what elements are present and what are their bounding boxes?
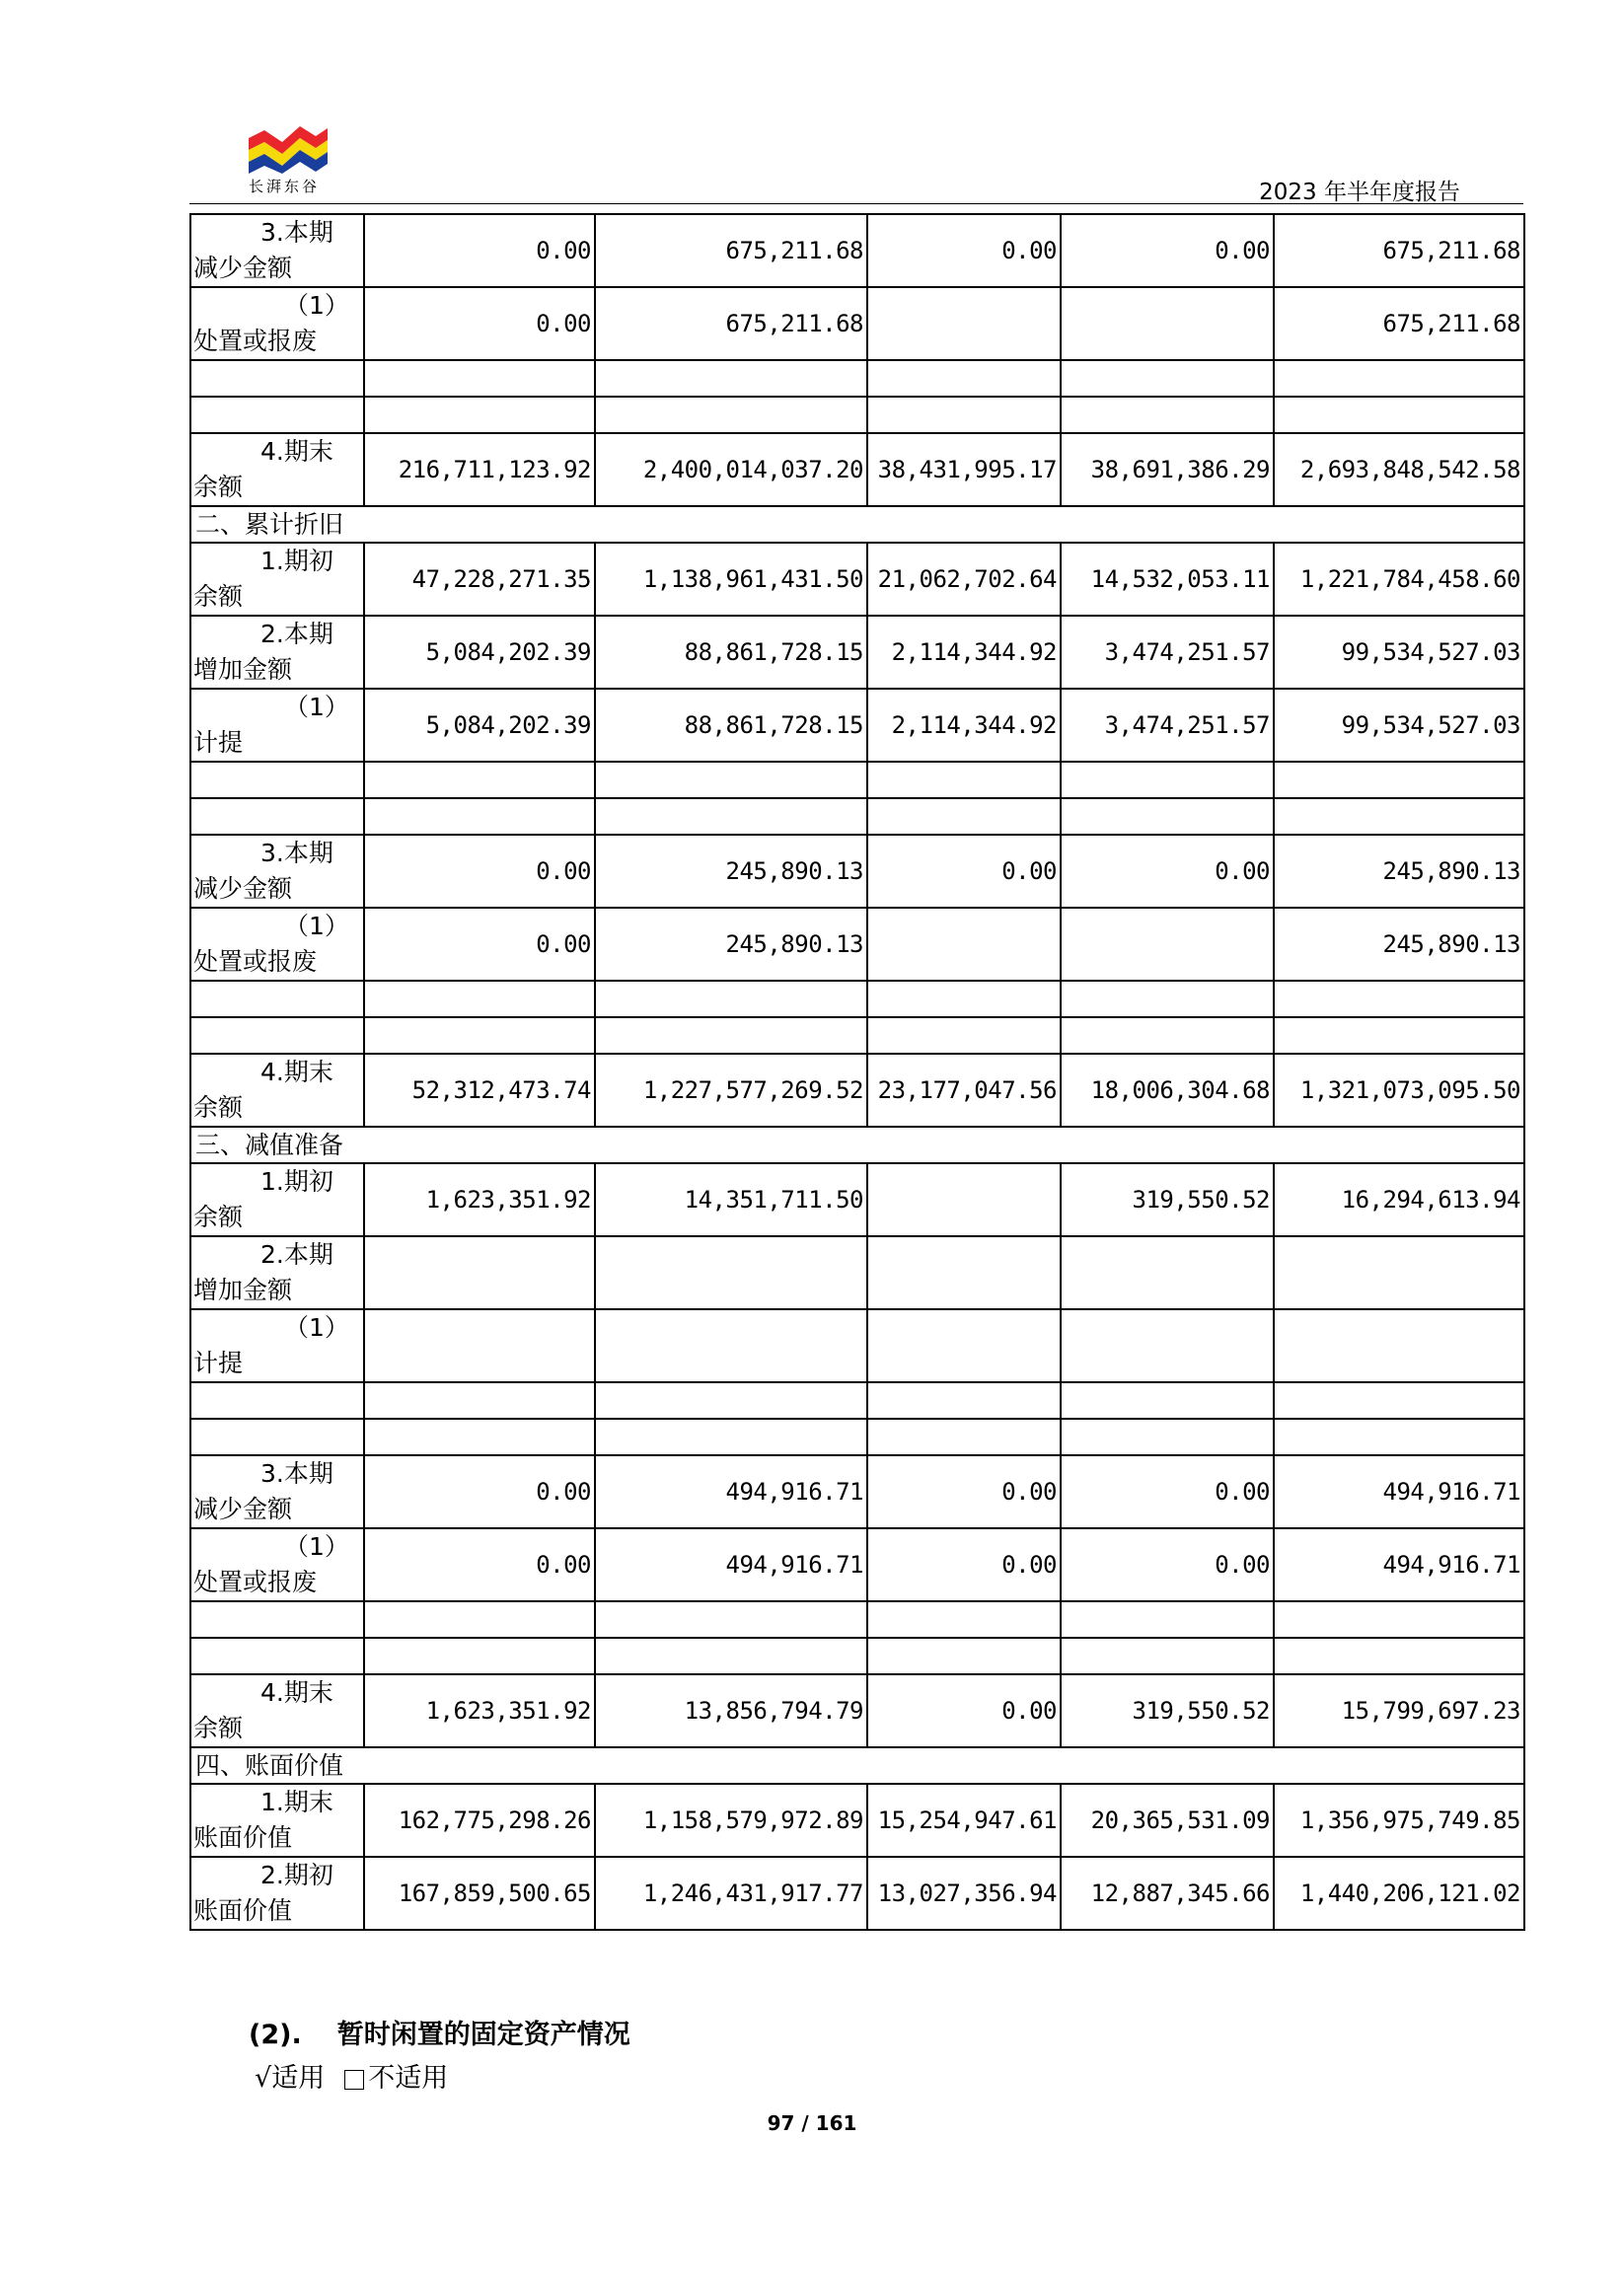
row-label (190, 689, 364, 762)
value-cell: 1,356,975,749.85 (1274, 1784, 1524, 1857)
section-label: 四、账面价值 (190, 1747, 1524, 1784)
empty-cell (364, 1017, 595, 1054)
value-cell: 216,711,123.92 (364, 433, 595, 506)
row-label-line1: （1） (284, 693, 349, 721)
empty-cell (364, 1638, 595, 1674)
table-row (190, 214, 1524, 287)
value-cell (595, 1236, 867, 1309)
row-label-line1: 3.本期 (260, 839, 333, 867)
row-label-line2: 处置或报废 (193, 1568, 318, 1596)
report-title: 2023 年半年度报告 (1259, 180, 1460, 205)
empty-cell (1274, 762, 1524, 798)
empty-cell (1061, 397, 1274, 433)
row-label-line2: 增加金额 (193, 655, 293, 684)
row-label-line1: 1.期初 (260, 547, 333, 575)
table-row (190, 1674, 1524, 1747)
value-cell: 1,623,351.92 (364, 1674, 595, 1747)
table-row (190, 689, 1524, 762)
row-label-line1: 1.期初 (260, 1167, 333, 1196)
empty-cell (364, 798, 595, 835)
row-label-line1: 2.本期 (260, 1240, 333, 1269)
empty-cell (190, 397, 364, 433)
empty-cell (190, 360, 364, 397)
row-label-line2: 处置或报废 (193, 947, 318, 976)
empty-cell (364, 762, 595, 798)
empty-cell (867, 762, 1061, 798)
fixed-assets-table-body (190, 214, 1524, 1930)
empty-cell (595, 1382, 867, 1419)
table-row (190, 908, 1524, 981)
blank-row (190, 360, 1524, 397)
table-row (190, 1236, 1524, 1309)
value-cell: 99,534,527.03 (1274, 689, 1524, 762)
value-cell: 0.00 (1061, 214, 1274, 287)
empty-cell (1061, 1017, 1274, 1054)
value-cell: 167,859,500.65 (364, 1857, 595, 1930)
row-label-line2: 账面价值 (193, 1896, 293, 1925)
value-cell: 245,890.13 (1274, 835, 1524, 908)
value-cell (1061, 1236, 1274, 1309)
value-cell: 52,312,473.74 (364, 1054, 595, 1127)
value-cell: 38,431,995.17 (867, 433, 1061, 506)
value-cell: 0.00 (364, 1455, 595, 1528)
empty-cell (1274, 1601, 1524, 1638)
value-cell: 0.00 (867, 214, 1061, 287)
empty-cell (190, 981, 364, 1017)
empty-cell (364, 1601, 595, 1638)
value-cell: 494,916.71 (1274, 1455, 1524, 1528)
value-cell: 0.00 (867, 1455, 1061, 1528)
value-cell: 1,321,073,095.50 (1274, 1054, 1524, 1127)
empty-cell (190, 762, 364, 798)
empty-cell (867, 397, 1061, 433)
value-cell: 675,211.68 (595, 287, 867, 360)
section-row (190, 1747, 1524, 1784)
row-label-line1: 2.期初 (260, 1861, 333, 1889)
value-cell: 0.00 (364, 908, 595, 981)
row-label-line1: 2.本期 (260, 620, 333, 648)
value-cell: 5,084,202.39 (364, 689, 595, 762)
empty-cell (595, 981, 867, 1017)
table-row (190, 1054, 1524, 1127)
value-cell (867, 1309, 1061, 1382)
value-cell (1061, 908, 1274, 981)
empty-cell (190, 1601, 364, 1638)
row-label (190, 214, 364, 287)
empty-cell (595, 1638, 867, 1674)
value-cell (364, 1236, 595, 1309)
empty-cell (190, 1638, 364, 1674)
blank-row (190, 1017, 1524, 1054)
value-cell: 0.00 (364, 835, 595, 908)
value-cell (1061, 287, 1274, 360)
value-cell: 3,474,251.57 (1061, 616, 1274, 689)
value-cell: 21,062,702.64 (867, 543, 1061, 616)
value-cell: 16,294,613.94 (1274, 1163, 1524, 1236)
empty-cell (1061, 1601, 1274, 1638)
empty-cell (595, 798, 867, 835)
value-cell: 494,916.71 (595, 1455, 867, 1528)
value-cell: 2,114,344.92 (867, 689, 1061, 762)
empty-cell (867, 1017, 1061, 1054)
table-row (190, 1784, 1524, 1857)
value-cell: 0.00 (364, 214, 595, 287)
row-label-line2: 增加金额 (193, 1276, 293, 1304)
value-cell (1061, 1309, 1274, 1382)
company-logo (247, 116, 333, 196)
empty-cell (595, 1419, 867, 1455)
row-label (190, 1784, 364, 1857)
value-cell: 13,856,794.79 (595, 1674, 867, 1747)
value-cell (595, 1309, 867, 1382)
empty-cell (1274, 360, 1524, 397)
value-cell: 675,211.68 (1274, 287, 1524, 360)
value-cell: 13,027,356.94 (867, 1857, 1061, 1930)
row-label-line1: 4.期末 (260, 1058, 333, 1086)
empty-cell (867, 1638, 1061, 1674)
value-cell: 1,221,784,458.60 (1274, 543, 1524, 616)
empty-cell (1274, 1382, 1524, 1419)
row-label-line1: 3.本期 (260, 218, 333, 247)
table-row (190, 1528, 1524, 1601)
table-row (190, 835, 1524, 908)
value-cell: 1,138,961,431.50 (595, 543, 867, 616)
section-index: (2). (249, 2020, 302, 2050)
value-cell: 47,228,271.35 (364, 543, 595, 616)
row-label-line1: （1） (284, 291, 349, 320)
empty-cell (1274, 798, 1524, 835)
value-cell: 0.00 (364, 1528, 595, 1601)
row-label-line2: 余额 (193, 473, 244, 501)
blank-row (190, 1419, 1524, 1455)
value-cell: 0.00 (867, 1528, 1061, 1601)
value-cell: 162,775,298.26 (364, 1784, 595, 1857)
row-label-line1: 1.期末 (260, 1788, 333, 1816)
blank-row (190, 1638, 1524, 1674)
row-label-line2: 减少金额 (193, 1495, 293, 1523)
value-cell: 15,799,697.23 (1274, 1674, 1524, 1747)
blank-row (190, 1601, 1524, 1638)
row-label (190, 433, 364, 506)
value-cell: 0.00 (867, 1674, 1061, 1747)
empty-cell (595, 360, 867, 397)
row-label-line1: 4.期末 (260, 1678, 333, 1707)
value-cell: 1,227,577,269.52 (595, 1054, 867, 1127)
row-label (190, 1163, 364, 1236)
table-row (190, 1455, 1524, 1528)
row-label-line2: 余额 (193, 1714, 244, 1742)
empty-cell (1274, 1017, 1524, 1054)
value-cell: 1,623,351.92 (364, 1163, 595, 1236)
value-cell: 0.00 (1061, 835, 1274, 908)
value-cell: 2,400,014,037.20 (595, 433, 867, 506)
row-label-line2: 处置或报废 (193, 327, 318, 355)
row-label-line2: 余额 (193, 582, 244, 611)
row-label (190, 616, 364, 689)
logo-text: 长湃东谷 (249, 178, 321, 195)
row-label-line2: 减少金额 (193, 874, 293, 903)
section-label: 三、减值准备 (190, 1127, 1524, 1163)
value-cell: 1,246,431,917.77 (595, 1857, 867, 1930)
value-cell: 675,211.68 (1274, 214, 1524, 287)
blank-row (190, 981, 1524, 1017)
empty-cell (364, 981, 595, 1017)
empty-cell (1061, 1638, 1274, 1674)
section-title: 暂时闲置的固定资产情况 (336, 2020, 630, 2050)
section-row (190, 1127, 1524, 1163)
fixed-assets-table (189, 213, 1525, 1931)
value-cell: 99,534,527.03 (1274, 616, 1524, 689)
empty-cell (190, 798, 364, 835)
logo-waves-icon (247, 116, 330, 174)
value-cell (867, 1236, 1061, 1309)
row-label (190, 1857, 364, 1930)
section-heading (249, 2013, 630, 2051)
row-label (190, 1309, 364, 1382)
row-label (190, 1674, 364, 1747)
row-label (190, 1236, 364, 1309)
empty-cell (1061, 798, 1274, 835)
value-cell: 23,177,047.56 (867, 1054, 1061, 1127)
not-applicable-option: 不适用 (368, 2063, 449, 2094)
row-label (190, 543, 364, 616)
value-cell: 494,916.71 (1274, 1528, 1524, 1601)
empty-cell (867, 1601, 1061, 1638)
value-cell (364, 1309, 595, 1382)
table-row (190, 433, 1524, 506)
blank-row (190, 1382, 1524, 1419)
page-number: 97 / 161 (767, 2111, 857, 2135)
blank-row (190, 798, 1524, 835)
value-cell: 3,474,251.57 (1061, 689, 1274, 762)
row-label-line1: 3.本期 (260, 1459, 333, 1488)
empty-cell (867, 360, 1061, 397)
empty-cell (1274, 397, 1524, 433)
value-cell: 245,890.13 (1274, 908, 1524, 981)
empty-cell (1061, 360, 1274, 397)
value-cell (1274, 1236, 1524, 1309)
table-row (190, 1309, 1524, 1382)
table-row (190, 616, 1524, 689)
value-cell: 14,532,053.11 (1061, 543, 1274, 616)
row-label-line2: 计提 (193, 728, 244, 757)
row-label-line2: 计提 (193, 1349, 244, 1377)
value-cell: 88,861,728.15 (595, 616, 867, 689)
value-cell: 2,114,344.92 (867, 616, 1061, 689)
empty-cell (867, 798, 1061, 835)
value-cell: 18,006,304.68 (1061, 1054, 1274, 1127)
value-cell: 1,158,579,972.89 (595, 1784, 867, 1857)
empty-cell (190, 1419, 364, 1455)
empty-cell (1061, 1382, 1274, 1419)
value-cell (867, 908, 1061, 981)
row-label-line1: （1） (284, 1313, 349, 1342)
row-label-line1: （1） (284, 1532, 349, 1561)
applicable-option: √适用 (255, 2063, 326, 2094)
row-label (190, 1054, 364, 1127)
empty-cell (867, 1419, 1061, 1455)
row-label-line2: 余额 (193, 1203, 244, 1231)
row-label-line2: 减少金额 (193, 254, 293, 282)
value-cell: 12,887,345.66 (1061, 1857, 1274, 1930)
value-cell (1274, 1309, 1524, 1382)
header-divider (189, 203, 1523, 204)
empty-cell (867, 1382, 1061, 1419)
empty-cell (364, 397, 595, 433)
value-cell: 494,916.71 (595, 1528, 867, 1601)
empty-cell (190, 1017, 364, 1054)
applicability-line (255, 2056, 448, 2095)
value-cell (867, 287, 1061, 360)
value-cell: 15,254,947.61 (867, 1784, 1061, 1857)
empty-cell (364, 360, 595, 397)
value-cell: 245,890.13 (595, 835, 867, 908)
value-cell: 675,211.68 (595, 214, 867, 287)
row-label-line1: 4.期末 (260, 437, 333, 466)
empty-cell (595, 1601, 867, 1638)
empty-cell (595, 1017, 867, 1054)
value-cell: 0.00 (867, 835, 1061, 908)
table-row (190, 287, 1524, 360)
empty-cell (595, 762, 867, 798)
row-label-line2: 余额 (193, 1093, 244, 1122)
blank-row (190, 397, 1524, 433)
empty-cell (1274, 1638, 1524, 1674)
empty-cell (190, 1382, 364, 1419)
empty-cell (1274, 1419, 1524, 1455)
value-cell: 319,550.52 (1061, 1163, 1274, 1236)
value-cell: 245,890.13 (595, 908, 867, 981)
value-cell: 319,550.52 (1061, 1674, 1274, 1747)
value-cell: 38,691,386.29 (1061, 433, 1274, 506)
section-label: 二、累计折旧 (190, 506, 1524, 543)
empty-cell (364, 1419, 595, 1455)
row-label (190, 287, 364, 360)
empty-cell (595, 397, 867, 433)
row-label (190, 835, 364, 908)
empty-cell (364, 1382, 595, 1419)
empty-cell (1061, 981, 1274, 1017)
table-row (190, 543, 1524, 616)
value-cell: 88,861,728.15 (595, 689, 867, 762)
checkbox-empty-icon (344, 2070, 364, 2090)
section-row (190, 506, 1524, 543)
empty-cell (1274, 981, 1524, 1017)
blank-row (190, 762, 1524, 798)
value-cell: 5,084,202.39 (364, 616, 595, 689)
value-cell (867, 1163, 1061, 1236)
value-cell: 1,440,206,121.02 (1274, 1857, 1524, 1930)
value-cell: 2,693,848,542.58 (1274, 433, 1524, 506)
empty-cell (1061, 762, 1274, 798)
empty-cell (1061, 1419, 1274, 1455)
value-cell: 20,365,531.09 (1061, 1784, 1274, 1857)
value-cell: 0.00 (1061, 1455, 1274, 1528)
row-label (190, 908, 364, 981)
value-cell: 0.00 (1061, 1528, 1274, 1601)
row-label-line1: （1） (284, 912, 349, 940)
value-cell: 14,351,711.50 (595, 1163, 867, 1236)
value-cell: 0.00 (364, 287, 595, 360)
table-row (190, 1163, 1524, 1236)
table-row (190, 1857, 1524, 1930)
row-label (190, 1528, 364, 1601)
empty-cell (867, 981, 1061, 1017)
row-label-line2: 账面价值 (193, 1823, 293, 1852)
row-label (190, 1455, 364, 1528)
